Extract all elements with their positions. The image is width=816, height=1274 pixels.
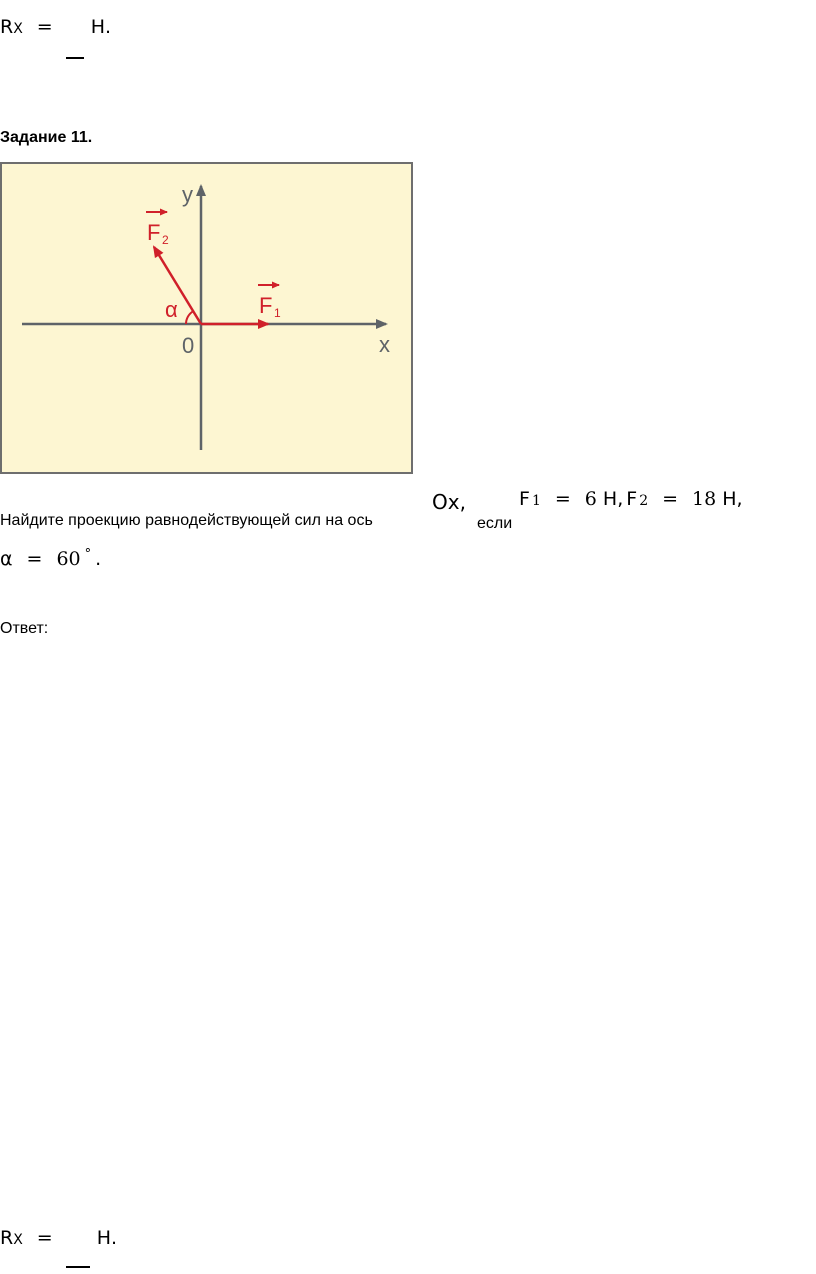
top-result-formula	[0, 16, 111, 38]
f1-index: 1	[531, 493, 541, 509]
alpha-letter: α	[0, 548, 13, 570]
f1-unit: Н,	[602, 488, 624, 510]
f2-index: 2	[639, 493, 649, 509]
formula-unit: Н.	[90, 16, 112, 38]
formula-subscript: X	[13, 1232, 23, 1248]
formula-unit: Н.	[96, 1227, 118, 1249]
force-diagram-svg	[2, 164, 411, 472]
origin-label: 0	[182, 333, 195, 358]
question-text: Найдите проекцию равнодействующей сил на ось	[0, 512, 373, 529]
task-title: Задание 11.	[0, 129, 93, 146]
formula-subscript: X	[13, 21, 23, 37]
f2-letter: F	[626, 488, 638, 510]
f1-label-index: 1	[274, 306, 281, 320]
alpha-value: 60	[56, 548, 81, 570]
f2-equals: =	[662, 488, 679, 510]
f2-label-index: 2	[162, 233, 169, 247]
force-diagram	[0, 162, 413, 474]
alpha-degree: °	[84, 547, 92, 562]
alpha-equals: =	[26, 548, 43, 570]
f1-letter: F	[519, 488, 530, 510]
f1-value: 6	[584, 488, 597, 510]
f1-equals: =	[554, 488, 571, 510]
f2-unit: Н,	[722, 488, 743, 510]
alpha-formula	[0, 548, 101, 570]
formula-symbol: R	[0, 1227, 14, 1249]
formula-equals: =	[36, 1227, 53, 1249]
f1-label-letter: F	[259, 293, 273, 318]
alpha-end: .	[95, 548, 102, 570]
formula-symbol: R	[0, 16, 14, 38]
answer-blank-line[interactable]	[66, 1266, 90, 1268]
axis-name: Ox,	[432, 490, 466, 514]
answer-blank-line[interactable]	[66, 57, 84, 59]
formula-equals: =	[36, 16, 53, 38]
angle-label: α	[165, 297, 178, 322]
bottom-result-formula	[0, 1227, 117, 1249]
axis-y-label: y	[182, 182, 193, 207]
f2-label-letter: F	[147, 220, 161, 245]
axis-x-label: x	[379, 332, 390, 357]
given-values-formula	[519, 488, 743, 510]
if-word: если	[477, 515, 513, 532]
answer-label: Ответ:	[0, 620, 49, 637]
angle-arc	[186, 311, 193, 324]
f2-value: 18	[692, 488, 717, 510]
